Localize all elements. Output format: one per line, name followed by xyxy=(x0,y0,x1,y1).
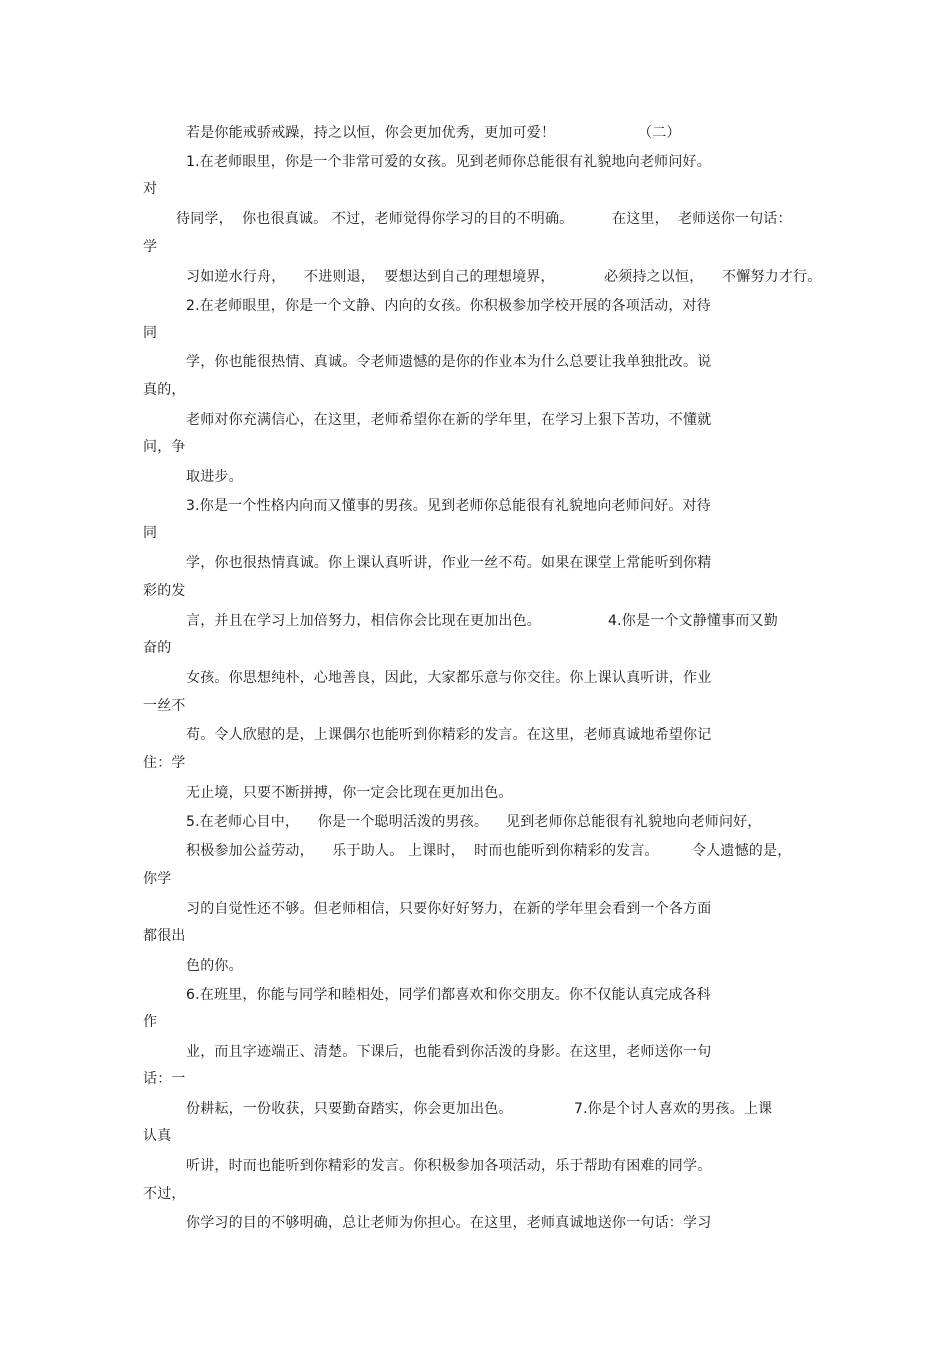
text-line: 奋的 xyxy=(143,640,172,656)
text-line: 言，并且在学习上加倍努力，相信你会比现在更加出色。 xyxy=(186,613,541,629)
text-line: 令人遗憾的是， xyxy=(692,843,792,859)
text-line: 习的自觉性还不够。但老师相信，只要你好好努力，在新的学年里会看到一个各方面 xyxy=(186,901,712,917)
text-line: 色的你。 xyxy=(186,958,243,974)
text-line: 女孩。你思想纯朴，心地善良，因此，大家都乐意与你交往。你上课认真听讲，作业 xyxy=(186,670,712,686)
text-line: 见到老师你总能很有礼貌地向老师问好， xyxy=(506,814,762,830)
text-line: 必须持之以恒， 不懈努力才行。 xyxy=(604,269,822,285)
text-line: 习如逆水行舟， 不进则退， 要想达到自己的理想境界， xyxy=(186,269,555,285)
text-line: 6.在班里，你能与同学和睦相处，同学们都喜欢和你交朋友。你不仅能认真完成各科 xyxy=(186,987,711,1003)
text-line: 7.你是个讨人喜欢的男孩。上课 xyxy=(574,1101,773,1117)
text-line: 不过， xyxy=(143,1186,186,1202)
text-line: 无止境，只要不断拼搏，你一定会比现在更加出色。 xyxy=(186,785,513,801)
text-line: 学 xyxy=(143,239,158,255)
text-line: 对 xyxy=(143,181,158,197)
text-line: 3.你是一个性格内向而又懂事的男孩。见到老师你总能很有礼貌地向老师问好。对待 xyxy=(186,498,711,514)
text-line: 你学习的目的不够明确，总让老师为你担心。在这里，老师真诚地送你一句话：学习 xyxy=(186,1215,712,1231)
text-line: 真的， xyxy=(143,382,186,398)
text-line: 同 xyxy=(143,325,158,341)
text-line: 5.在老师心目中， 你是一个聪明活泼的男孩。 xyxy=(186,814,489,830)
text-line: 听讲，时而也能听到你精彩的发言。你积极参加各项活动，乐于帮助有困难的同学。 xyxy=(186,1158,712,1174)
section-marker: （二） xyxy=(638,125,681,141)
text-line: 业，而且字迹端正、清楚。下课后，也能看到你活泼的身影。在这里，老师送你一句 xyxy=(186,1044,712,1060)
text-line: 学，你也能很热情、真诚。令老师遗憾的是你的作业本为什么总要让我单独批改。说 xyxy=(186,354,712,370)
text-line: 作 xyxy=(143,1014,158,1030)
text-line: 1.在老师眼里，你是一个非常可爱的女孩。见到老师你总能很有礼貌地向老师问好。 xyxy=(186,154,711,170)
text-line: 你学 xyxy=(143,871,172,887)
text-line: 若是你能戒骄戒躁，持之以恒，你会更加优秀，更加可爱！ xyxy=(186,125,556,141)
text-line: 认真 xyxy=(143,1128,172,1144)
text-line: 取进步。 xyxy=(186,469,243,485)
text-line: 份耕耘，一份收获，只要勤奋踏实，你会更加出色。 xyxy=(186,1101,513,1117)
text-line: 都很出 xyxy=(143,928,186,944)
text-line: 学，你也很热情真诚。你上课认真听讲，作业一丝不苟。如果在课堂上常能听到你精 xyxy=(186,555,712,571)
text-line: 在这里， 老师送你一句话： xyxy=(612,211,792,227)
text-line: 一丝不 xyxy=(143,698,186,714)
text-line: 同 xyxy=(143,525,158,541)
text-line: 待同学， 你也很真诚。 不过，老师觉得你学习的目的不明确。 xyxy=(176,211,574,227)
text-line: 4.你是一个文静懂事而又勤 xyxy=(608,613,778,629)
text-line: 积极参加公益劳动， 乐于助人。 上课时， 时而也能听到你精彩的发言。 xyxy=(186,843,659,859)
text-line: 老师对你充满信心，在这里，老师希望你在新的学年里，在学习上狠下苦功，不懂就 xyxy=(186,412,712,428)
text-line: 话：一 xyxy=(143,1071,186,1087)
text-line: 问，争 xyxy=(143,439,186,455)
text-line: 苟。令人欣慰的是，上课偶尔也能听到你精彩的发言。在这里，老师真诚地希望你记 xyxy=(186,727,712,743)
text-line: 2.在老师眼里，你是一个文静、内向的女孩。你积极参加学校开展的各项活动，对待 xyxy=(186,298,711,314)
text-line: 住：学 xyxy=(143,755,186,771)
text-line: 彩的发 xyxy=(143,583,186,599)
